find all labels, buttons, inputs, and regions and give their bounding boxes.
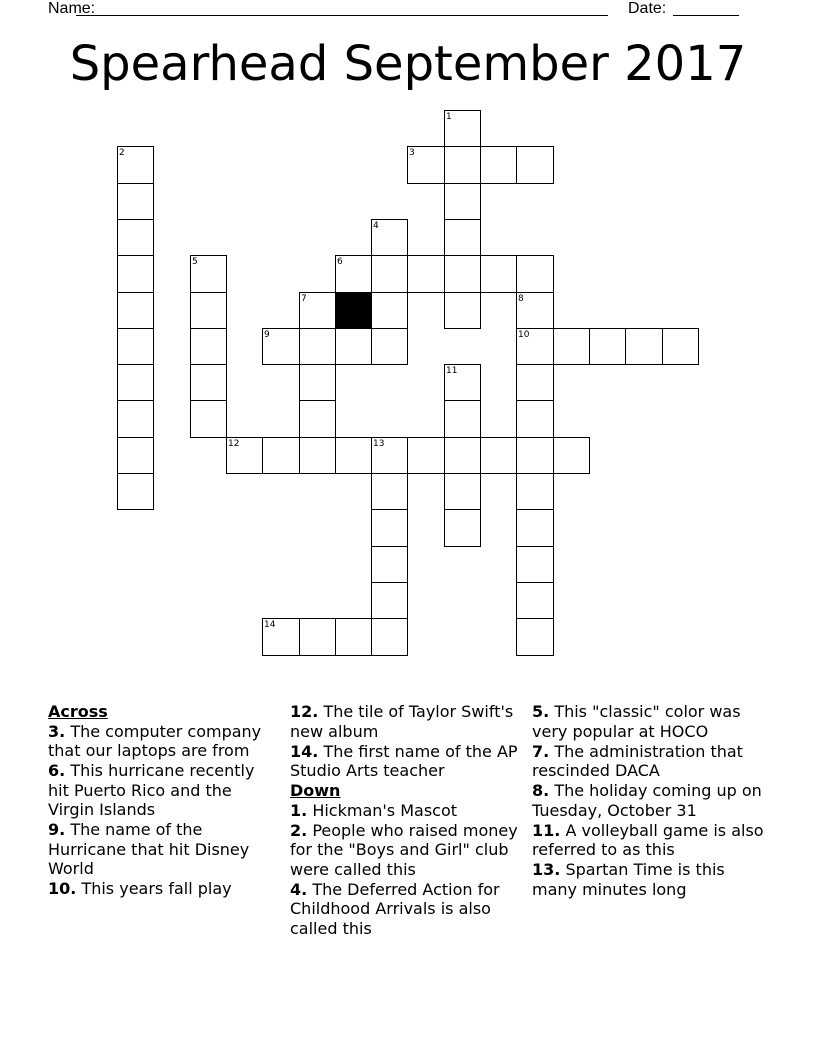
grid-cell[interactable] [190, 292, 227, 329]
clue-across-12: 12. The tile of Taylor Swift's new album [290, 702, 514, 741]
grid-number-1: 1 [446, 112, 452, 122]
grid-cell[interactable] [407, 255, 445, 293]
grid-cell[interactable] [444, 509, 481, 547]
clue-column-2 [290, 702, 522, 939]
across-heading: Across [48, 702, 108, 721]
grid-cell[interactable] [117, 292, 154, 329]
grid-cell[interactable] [371, 473, 408, 510]
grid-cell[interactable] [371, 509, 408, 547]
clue-across-6: 6. This hurricane recently hit Puerto Rico and the Virgin Islands [48, 761, 255, 819]
grid-cell[interactable] [371, 618, 408, 656]
grid-cell[interactable] [444, 473, 481, 510]
clue-down-11: 11. A volleyball game is also referred to as this [532, 820, 764, 859]
grid-cell[interactable] [371, 546, 408, 583]
grid-cell[interactable] [299, 328, 336, 365]
grid-cell[interactable] [335, 437, 372, 474]
grid-cell[interactable] [299, 364, 336, 401]
grid-number-4: 4 [373, 221, 379, 231]
clue-column-3 [532, 702, 764, 900]
grid-cell[interactable] [407, 437, 445, 474]
clue-across-3: 3. The computer company that our laptops are from [48, 721, 262, 760]
clue-down-2: 2. People who raised money for the "Boys and Girl" club were called this [290, 820, 518, 879]
grid-cell[interactable] [371, 582, 408, 619]
grid-cell[interactable] [553, 328, 590, 365]
clue-column-1 [48, 702, 278, 899]
grid-cell[interactable] [117, 255, 154, 293]
grid-cell[interactable] [335, 328, 372, 365]
grid-cell[interactable] [480, 437, 517, 474]
name-label: Name: [48, 0, 96, 17]
grid-cell[interactable] [444, 400, 481, 438]
grid-cell[interactable] [117, 183, 154, 220]
grid-cell[interactable] [444, 183, 481, 220]
clue-down-8: 8. The holiday coming up on Tuesday, October 31 [532, 781, 762, 820]
grid-cell[interactable] [662, 328, 699, 365]
grid-cell[interactable] [117, 437, 154, 474]
grid-cell[interactable] [516, 509, 554, 547]
clue-down-4: 4. The Deferred Action for Childhood Arrivals is also called this [290, 879, 500, 938]
grid-cell[interactable] [117, 400, 154, 438]
grid-number-9: 9 [264, 330, 270, 340]
clue-across-9: 9. The name of the Hurricane that hit Disney World [48, 820, 250, 878]
grid-cell[interactable] [516, 473, 554, 510]
grid-number-10: 10 [518, 330, 530, 340]
grid-number-12: 12 [228, 439, 240, 449]
grid-cell[interactable] [444, 437, 481, 474]
grid-cell[interactable] [335, 618, 372, 656]
grid-cell[interactable] [516, 146, 554, 184]
grid-cell[interactable] [444, 219, 481, 256]
grid-cell[interactable] [516, 546, 554, 583]
grid-cell[interactable] [589, 328, 626, 365]
grid-cell[interactable] [516, 582, 554, 619]
grid-cell[interactable] [371, 328, 408, 365]
grid-number-8: 8 [518, 294, 524, 304]
grid-cell[interactable] [299, 618, 336, 656]
grid-number-7: 7 [301, 294, 307, 304]
grid-cell[interactable] [553, 437, 590, 474]
grid-cell[interactable] [299, 437, 336, 474]
grid-number-6: 6 [337, 257, 343, 267]
grid-number-5: 5 [192, 257, 198, 267]
grid-cell[interactable] [516, 364, 554, 401]
grid-cell[interactable] [625, 328, 663, 365]
clue-down-7: 7. The administration that rescinded DACA [532, 741, 743, 780]
grid-cell[interactable] [117, 219, 154, 256]
date-label: Date: [628, 0, 667, 17]
grid-number-14: 14 [264, 620, 276, 630]
clue-across-10: 10. This years fall play [48, 879, 232, 898]
grid-cell[interactable] [299, 400, 336, 438]
grid-cell[interactable] [516, 255, 554, 293]
grid-cell[interactable] [117, 473, 154, 510]
grid-number-13: 13 [373, 439, 385, 449]
grid-number-2: 2 [119, 148, 125, 158]
grid-black-cell [335, 292, 372, 329]
clue-across-14: 14. The first name of the AP Studio Arts teacher [290, 741, 518, 780]
grid-cell[interactable] [117, 328, 154, 365]
grid-cell[interactable] [444, 146, 481, 184]
grid-cell[interactable] [371, 255, 408, 293]
grid-cell[interactable] [117, 364, 154, 401]
grid-cell[interactable] [371, 292, 408, 329]
down-heading: Down [290, 781, 341, 800]
grid-cell[interactable] [516, 437, 554, 474]
grid-cell[interactable] [480, 146, 517, 184]
grid-cell[interactable] [480, 255, 517, 293]
grid-cell[interactable] [516, 400, 554, 438]
grid-cell[interactable] [190, 364, 227, 401]
grid-cell[interactable] [190, 328, 227, 365]
clue-down-13: 13. Spartan Time is this many minutes long [532, 860, 725, 899]
grid-cell[interactable] [444, 255, 481, 293]
page-title: Spearhead September 2017 [69, 36, 747, 92]
grid-number-11: 11 [446, 366, 458, 376]
clue-down-5: 5. This "classic" color was very popular at HOCO [532, 702, 741, 741]
grid-cell[interactable] [262, 437, 300, 474]
grid-cell[interactable] [444, 292, 481, 329]
grid-number-3: 3 [409, 148, 415, 158]
grid-cell[interactable] [190, 400, 227, 438]
grid-cell[interactable] [516, 618, 554, 656]
clue-down-1: 1. Hickman's Mascot [290, 800, 458, 820]
